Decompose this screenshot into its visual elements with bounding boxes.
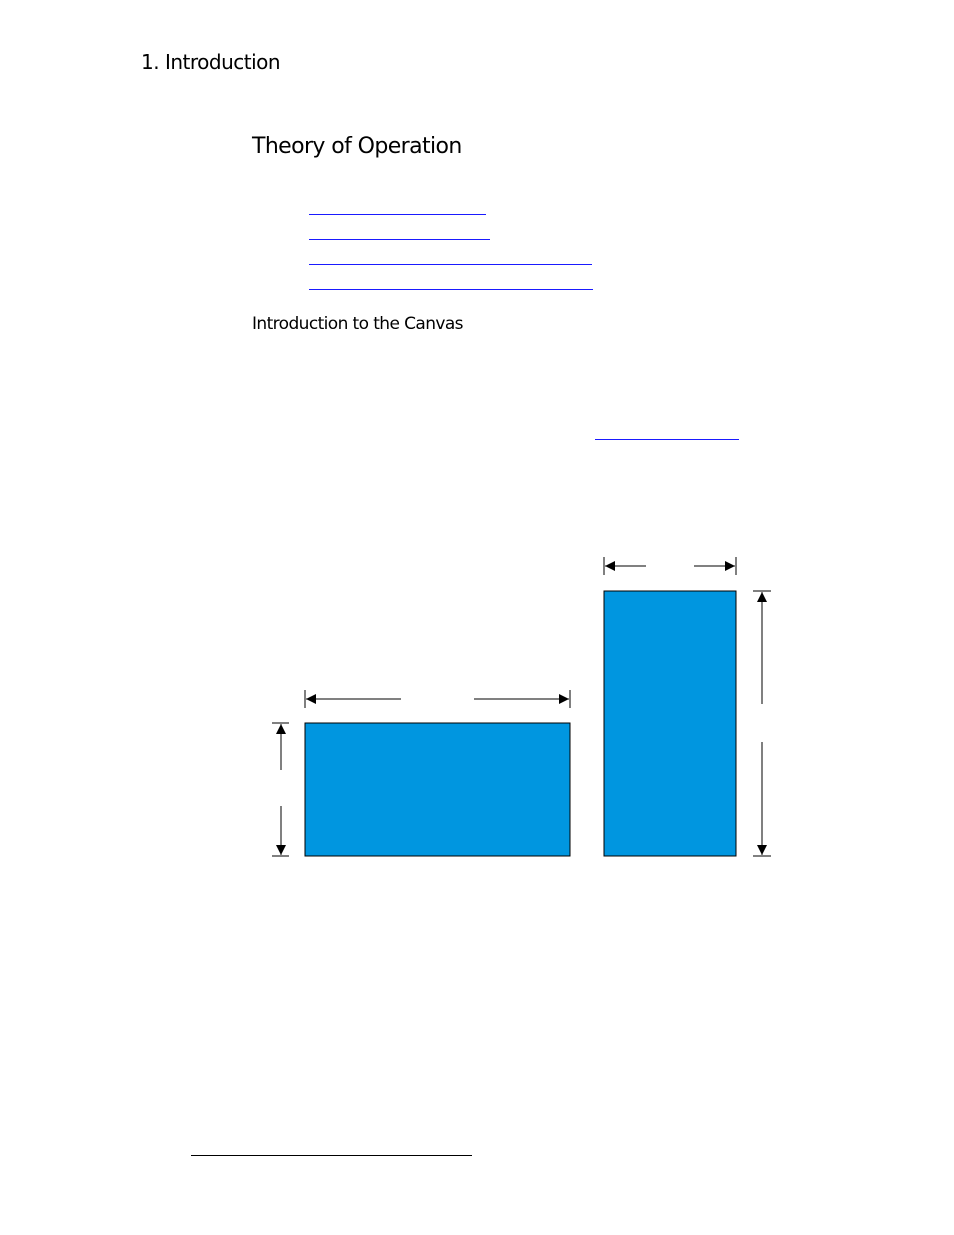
subsection-title: Introduction to the Canvas <box>252 314 463 334</box>
footnote-separator <box>191 1155 472 1156</box>
chapter-heading: 1. Introduction <box>141 50 281 74</box>
portrait-canvas-rect <box>604 591 736 856</box>
landscape-width-dimension <box>305 690 570 708</box>
landscape-canvas-rect <box>305 723 570 856</box>
portrait-height-dimension <box>753 591 771 856</box>
landscape-height-dimension <box>272 723 289 856</box>
portrait-width-dimension <box>604 557 736 575</box>
section-title: Theory of Operation <box>252 134 462 159</box>
